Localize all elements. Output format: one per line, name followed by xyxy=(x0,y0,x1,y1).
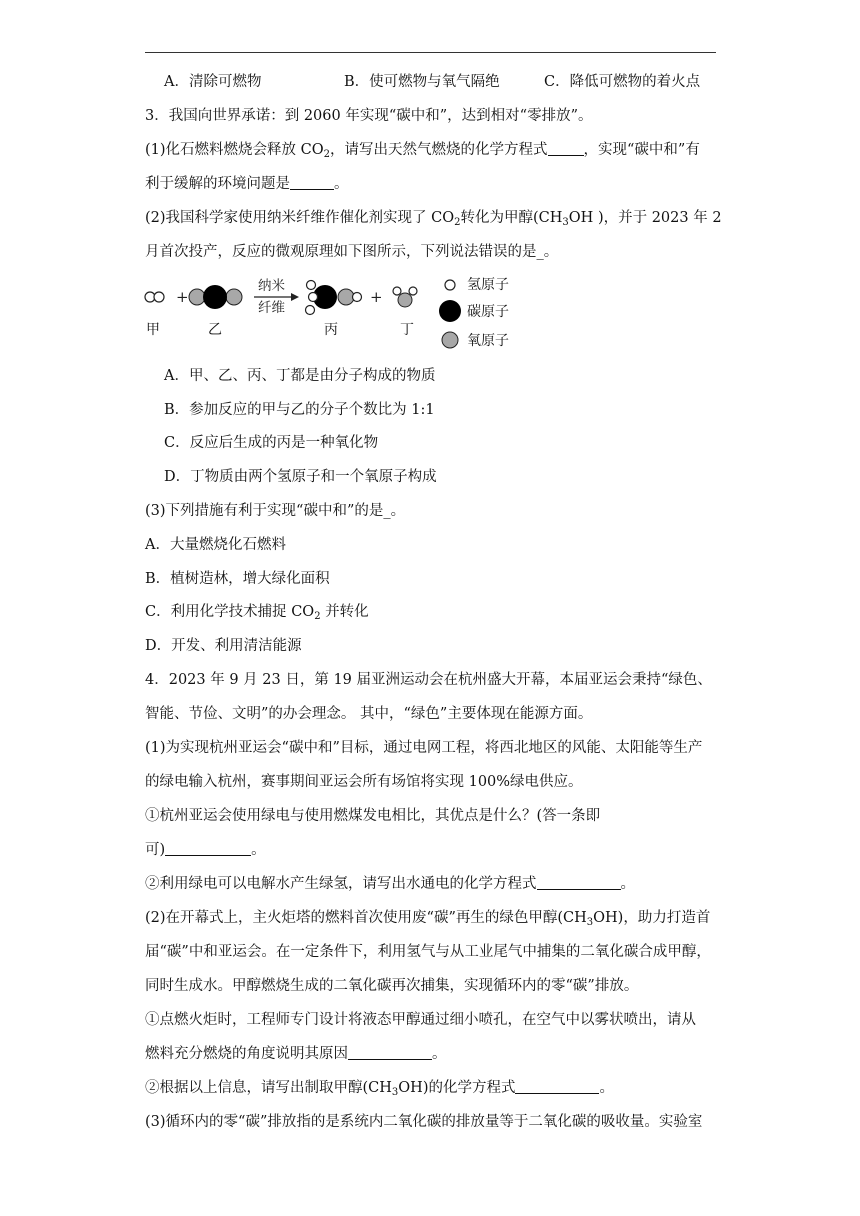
molecule-ch3oh xyxy=(306,281,362,315)
hydrogen-legend-icon xyxy=(445,280,455,290)
q3-choice-d: D．丁物质由两个氢原子和一个氧原子构成 xyxy=(164,469,437,485)
q3-part1-line2: 利于缓解的环境问题是 。 xyxy=(145,176,349,192)
label-yi: 乙 xyxy=(208,322,222,338)
q4-part1-q1-line2: 可) 。 xyxy=(145,842,266,858)
label-ding: 丁 xyxy=(400,322,414,338)
q4-part2-line2: 届“碳”中和亚运会。在一定条件下，利用氢气与从工业尾气中捕集的二氧化碳合成甲醇， xyxy=(145,944,711,960)
answer-blank xyxy=(515,1079,599,1094)
q3-choice-b: B．参加反应的甲与乙的分子个数比为 1:1 xyxy=(164,402,435,418)
q3-part2-line1: (2)我国科学家使用纳米纤维作催化剂实现了 $CO_2$转化为甲醇($CH_3OH$ )，并于 2023 年 2 xyxy=(145,210,722,228)
answer-blank xyxy=(548,141,584,156)
molecule-h2o xyxy=(393,287,417,307)
q3-part3: (3)下列措施有利于实现“碳中和”的是_。 xyxy=(145,503,406,519)
q3-choice-a: A．甲、乙、丙、丁都是由分子构成的物质 xyxy=(164,368,436,384)
q3-choice-c: C．反应后生成的丙是一种氧化物 xyxy=(164,435,379,451)
arrow-label-top: 纳米 xyxy=(258,278,285,294)
legend-oxygen: 氧原子 xyxy=(467,333,509,349)
q4-part2-q1-line2: 燃料充分燃烧的角度说明其原因 。 xyxy=(145,1046,447,1062)
arrow-label-bottom: 纤维 xyxy=(258,300,285,316)
top-rule xyxy=(145,52,716,53)
molecule-h2 xyxy=(145,292,164,302)
q4-part1-line1: (1)为实现杭州亚运会“碳中和”目标，通过电网工程，将西北地区的风能、太阳能等生产 xyxy=(145,740,703,756)
q4-stem-line2: 智能、节俭、文明”的办会理念。 其中，“绿色”主要体现在能源方面。 xyxy=(145,706,593,722)
q4-stem-line1: 4．2023 年 9 月 23 日，第 19 届亚洲运动会在杭州盛大开幕，本届亚运会秉持“绿色、 xyxy=(145,672,712,688)
q3-part3-choice-d: D．开发、利用清洁能源 xyxy=(145,638,302,654)
q4-part2-line3: 同时生成水。甲醇燃烧生成的二氧化碳再次捕集，实现循环内的零“碳”排放。 xyxy=(145,978,639,994)
legend-carbon: 碳原子 xyxy=(467,304,509,320)
plus-sign: + xyxy=(370,288,383,306)
q4-part1-q2: ②利用绿电可以电解水产生绿氢，请写出水通电的化学方程式 。 xyxy=(145,876,635,892)
q3-part3-choice-a: A．大量燃烧化石燃料 xyxy=(145,537,286,553)
carbon-legend-icon xyxy=(439,300,461,322)
q3-part3-choice-c: C．利用化学技术捕捉 $CO_2$ 并转化 xyxy=(145,604,369,622)
q4-part3-line1: (3)循环内的零“碳”排放指的是系统内二氧化碳的排放量等于二氧化碳的吸收量。实验室 xyxy=(145,1114,703,1130)
reaction-diagram xyxy=(140,274,540,350)
label-jia: 甲 xyxy=(146,322,160,338)
q4-part2-q2: ②根据以上信息，请写出制取甲醇$(CH_3OH)$的化学方程式 。 xyxy=(145,1080,614,1098)
q4-part1-line2: 的绿电输入杭州，赛事期间亚运会所有场馆将实现 100%绿电供应。 xyxy=(145,774,583,790)
molecule-co2 xyxy=(189,285,242,309)
answer-blank xyxy=(348,1045,432,1060)
legend-hydrogen: 氢原子 xyxy=(467,277,509,293)
answer-blank xyxy=(165,841,251,856)
q3-stem: 3．我国向世界承诺：到 2060 年实现“碳中和”，达到相对“零排放”。 xyxy=(145,108,593,124)
q3-part3-choice-b: B．植树造林，增大绿化面积 xyxy=(145,571,330,587)
answer-blank xyxy=(537,875,621,890)
label-bing: 丙 xyxy=(324,322,338,338)
oxygen-legend-icon xyxy=(442,332,458,348)
q4-part2-q1-line1: ①点燃火炬时，工程师专门设计将液态甲醇通过细小喷孔，在空气中以雾状喷出，请从 xyxy=(145,1012,696,1028)
answer-blank xyxy=(290,175,334,190)
q2-option-c: C．降低可燃物的着火点 xyxy=(544,74,701,90)
q4-part2-line1: (2)在开幕式上，主火炬塔的燃料首次使用废“碳”再生的绿色甲醇$(CH_3OH)$，助力打造首 xyxy=(145,910,711,928)
q4-part1-q1-line1: ①杭州亚运会使用绿电与使用燃煤发电相比，其优点是什么？(答一条即 xyxy=(145,808,601,824)
q2-option-b: B．使可燃物与氧气隔绝 xyxy=(344,74,500,90)
q3-part2-line2: 月首次投产，反应的微观原理如下图所示，下列说法错误的是_。 xyxy=(145,244,559,260)
q3-part1-line1: (1)化石燃料燃烧会释放 $CO_2$，请写出天然气燃烧的化学方程式 ，实现“碳中和”有 xyxy=(145,142,700,160)
plus-sign: + xyxy=(176,288,189,306)
q2-option-a: A．清除可燃物 xyxy=(164,74,262,90)
